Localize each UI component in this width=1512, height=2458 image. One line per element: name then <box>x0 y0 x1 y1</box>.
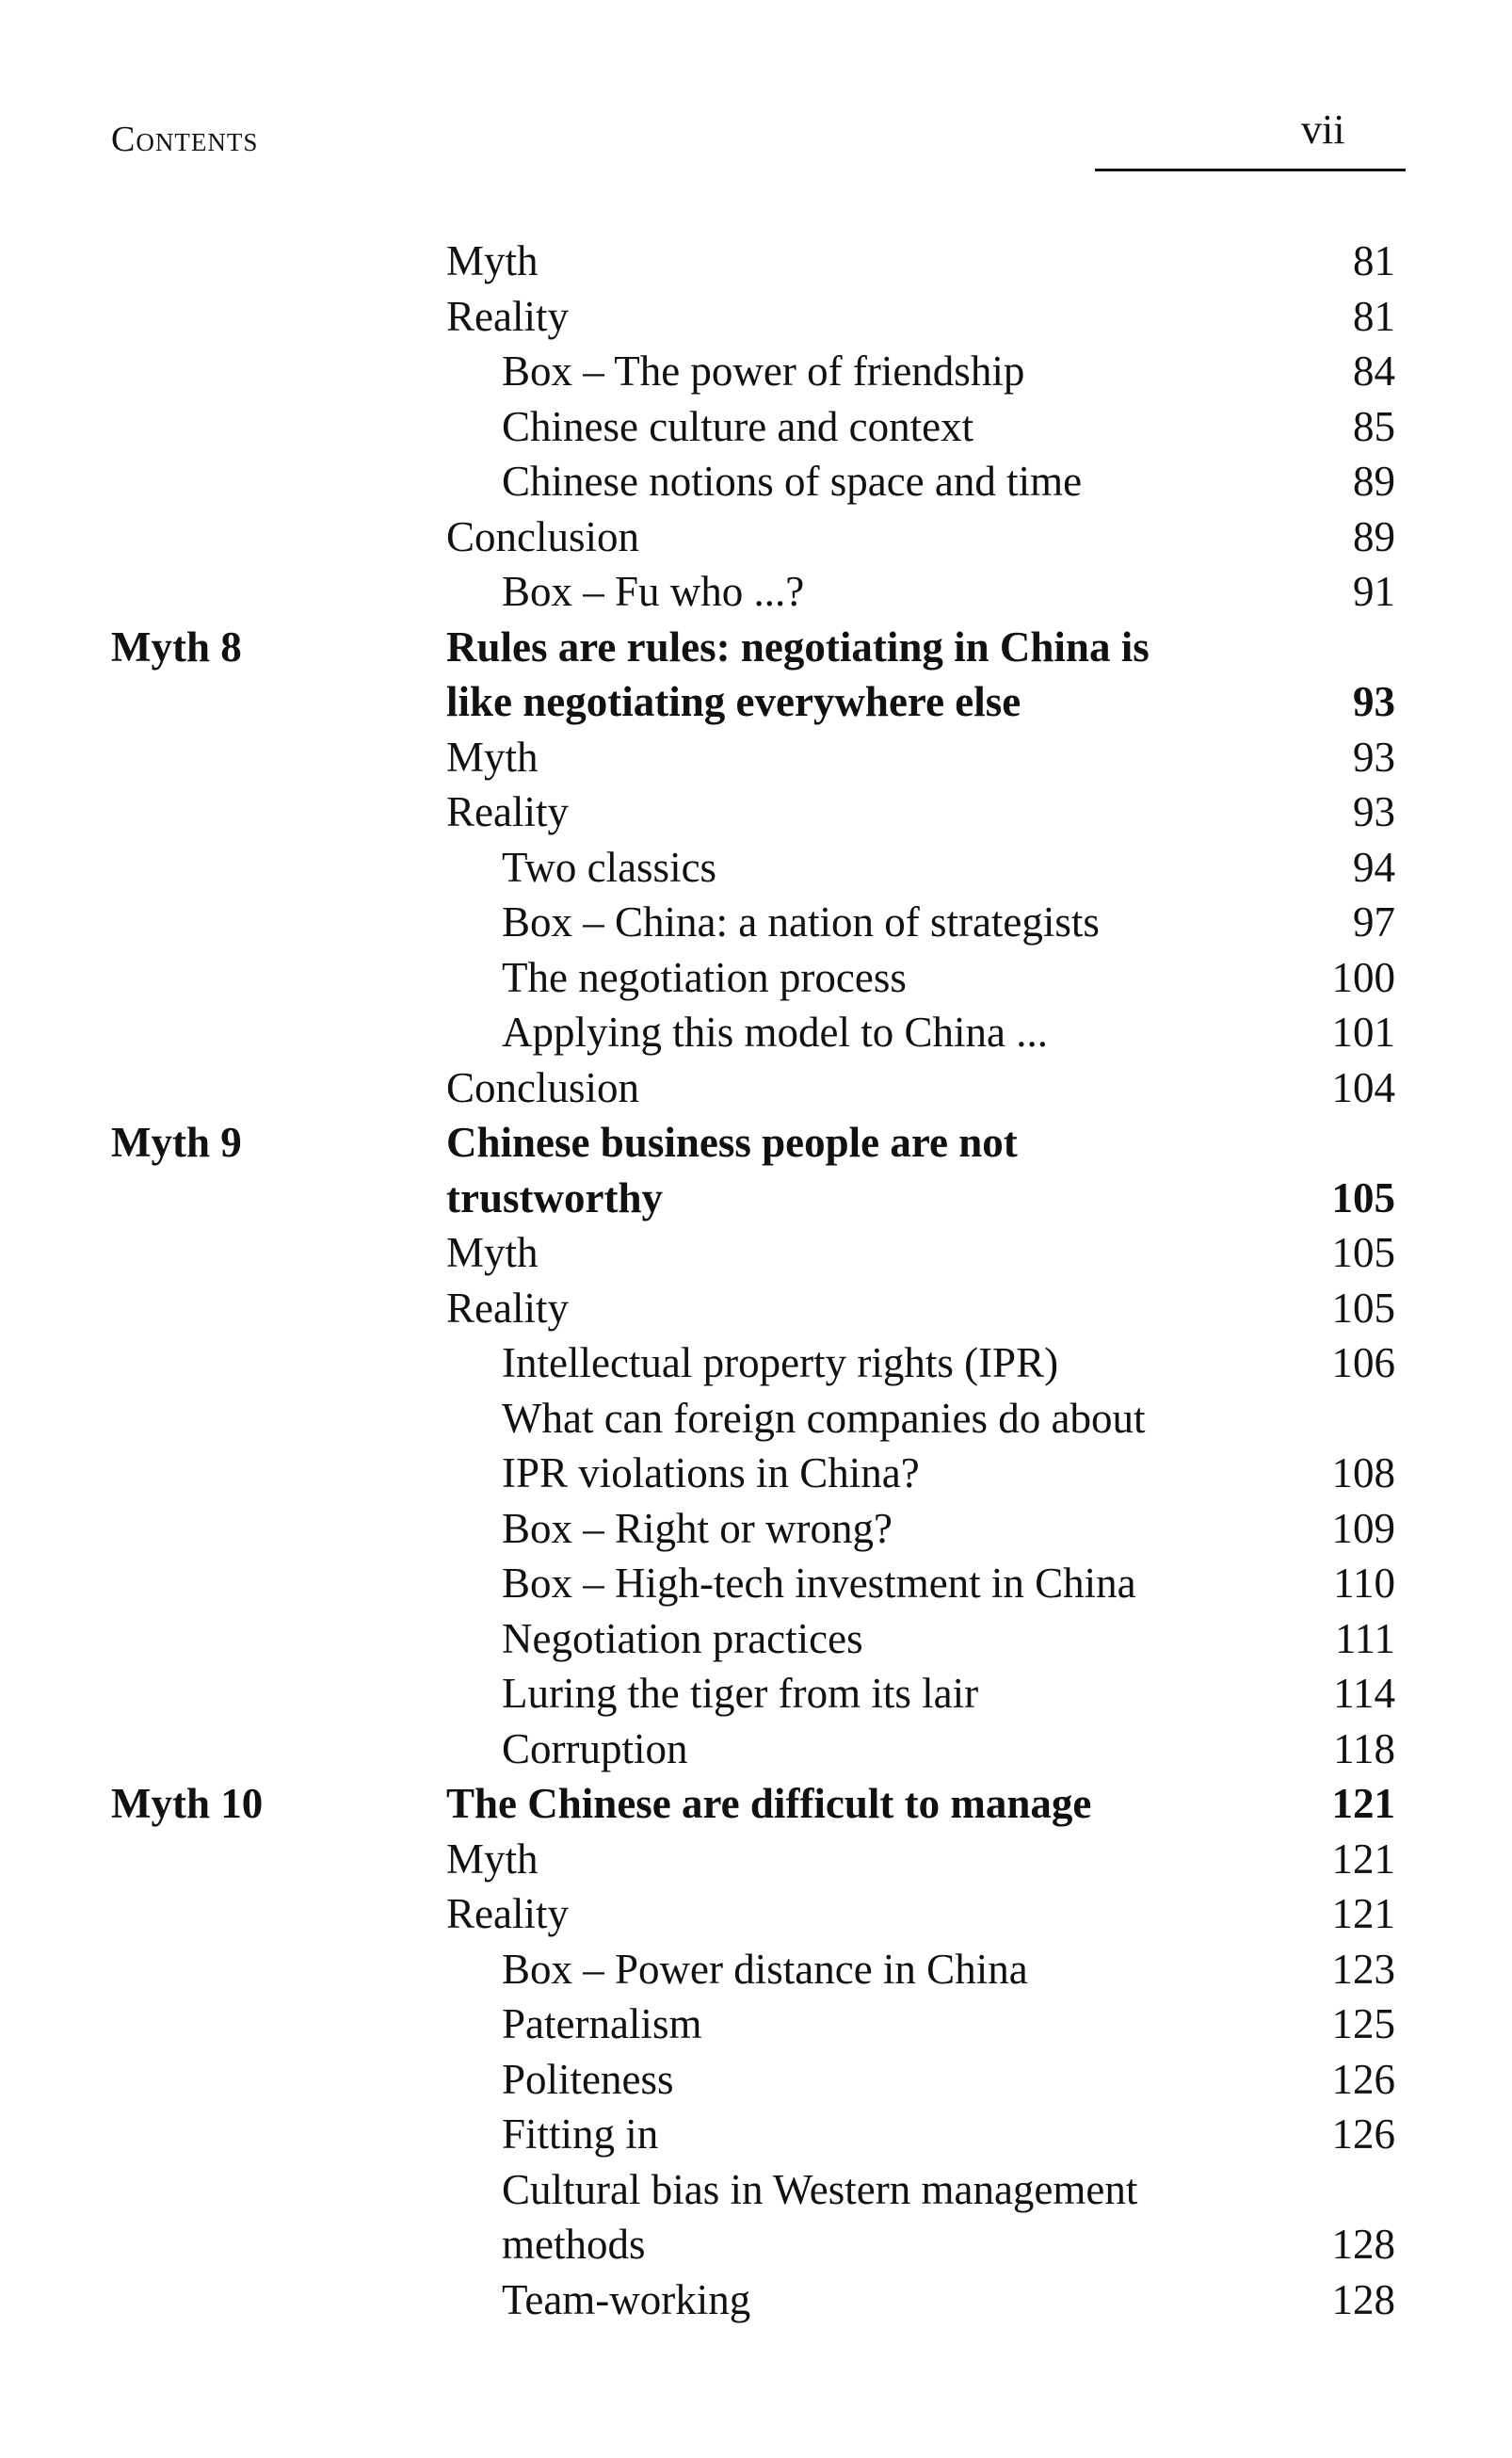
toc-entry-title: like negotiating everywhere else <box>446 678 1021 725</box>
running-head: Contents <box>111 120 259 159</box>
header-rule <box>1095 169 1406 171</box>
toc-entry <box>0 2107 1512 2162</box>
toc-page-number: 100 <box>1331 953 1395 1001</box>
toc-entry <box>0 1225 1512 1281</box>
toc-entry-title: Paternalism <box>502 2000 702 2047</box>
toc-entry <box>0 1391 1512 1447</box>
toc-entry <box>0 1556 1512 1611</box>
toc-page-number: 91 <box>1353 568 1395 615</box>
toc-page-number: 128 <box>1331 2221 1395 2268</box>
table-of-contents <box>0 234 1512 2327</box>
toc-entry-title: Box – Power distance in China <box>502 1945 1028 1993</box>
toc-entry-title: Box – Right or wrong? <box>502 1504 893 1552</box>
toc-entry <box>0 509 1512 565</box>
toc-entry-title: What can foreign companies do about <box>502 1394 1146 1442</box>
toc-entry-title: The Chinese are difficult to manage <box>446 1780 1092 1827</box>
toc-page-number: 101 <box>1331 1009 1395 1056</box>
toc-entry-title: Cultural bias in Western management <box>502 2165 1138 2213</box>
toc-entry-title: Luring the tiger from its lair <box>502 1670 979 1717</box>
toc-entry-title: Negotiation practices <box>502 1614 863 1662</box>
toc-entry <box>0 840 1512 896</box>
toc-page-number: 93 <box>1353 733 1395 781</box>
toc-entry-title: Box – The power of friendship <box>502 348 1025 395</box>
toc-entry-title: Myth <box>446 237 539 284</box>
toc-entry-title: Box – High-tech investment in China <box>502 1560 1136 1607</box>
toc-entry <box>0 399 1512 455</box>
toc-entry-title: The negotiation process <box>502 953 907 1001</box>
toc-entry <box>0 454 1512 509</box>
toc-entry <box>0 564 1512 620</box>
toc-entry-title: Rules are rules: negotiating in China is <box>446 623 1150 671</box>
toc-page-number: 93 <box>1353 788 1395 835</box>
toc-entry-title: Reality <box>446 788 569 835</box>
toc-entry <box>0 2162 1512 2218</box>
toc-entry <box>0 620 1512 675</box>
toc-entry <box>0 1281 1512 1336</box>
toc-page-number: 126 <box>1331 2110 1395 2158</box>
toc-page-number: 106 <box>1331 1339 1395 1386</box>
toc-page-number: 114 <box>1333 1670 1395 1717</box>
toc-entry <box>0 2217 1512 2272</box>
toc-entry-title: Intellectual property rights (IPR) <box>502 1339 1059 1386</box>
toc-entry <box>0 1611 1512 1667</box>
toc-entry <box>0 950 1512 1006</box>
toc-entry <box>0 895 1512 950</box>
toc-page-number: 123 <box>1331 1945 1395 1993</box>
toc-entry-title: Chinese business people are not <box>446 1119 1018 1166</box>
toc-page-number: 111 <box>1334 1614 1395 1662</box>
toc-entry <box>0 1005 1512 1060</box>
toc-entry-title: Reality <box>446 1284 569 1332</box>
toc-chapter-label: Myth 9 <box>111 1119 242 1166</box>
toc-page-number: 125 <box>1331 2000 1395 2047</box>
toc-page-number: 81 <box>1353 237 1395 284</box>
toc-page-number: 118 <box>1333 1724 1395 1772</box>
toc-entry <box>0 1171 1512 1226</box>
toc-entry-title: Box – Fu who ...? <box>502 568 805 615</box>
toc-entry-title: Team-working <box>502 2275 751 2323</box>
toc-entry-title: Myth <box>446 733 539 781</box>
toc-entry-title: Box – China: a nation of strategists <box>502 898 1100 946</box>
toc-entry-title: Corruption <box>502 1724 688 1772</box>
toc-entry-title: Chinese notions of space and time <box>502 458 1083 505</box>
toc-entry-title: IPR violations in China? <box>502 1449 920 1496</box>
toc-entry <box>0 2052 1512 2108</box>
toc-entry-title: Politeness <box>502 2055 674 2103</box>
toc-entry <box>0 1446 1512 1501</box>
toc-page-number: 94 <box>1353 843 1395 891</box>
toc-page-number: 105 <box>1331 1284 1395 1332</box>
toc-chapter-label: Myth 10 <box>111 1780 264 1827</box>
toc-page-number: 93 <box>1353 678 1395 725</box>
toc-page-number: 126 <box>1331 2055 1395 2103</box>
toc-entry <box>0 234 1512 289</box>
toc-entry-title: Myth <box>446 1229 539 1276</box>
toc-entry-title: trustworthy <box>446 1173 663 1221</box>
toc-page-number: 110 <box>1333 1560 1395 1607</box>
toc-entry-title: Fitting in <box>502 2110 659 2158</box>
toc-entry <box>0 730 1512 785</box>
toc-entry <box>0 1115 1512 1171</box>
toc-entry-title: Myth <box>446 1835 539 1883</box>
toc-entry <box>0 289 1512 345</box>
toc-entry-title: Reality <box>446 292 569 340</box>
toc-entry <box>0 1776 1512 1832</box>
toc-entry <box>0 1501 1512 1557</box>
toc-page-number: 89 <box>1353 458 1395 505</box>
toc-page-number: 121 <box>1331 1780 1395 1827</box>
toc-entry <box>0 344 1512 399</box>
toc-entry <box>0 2272 1512 2328</box>
toc-entry-title: Chinese culture and context <box>502 402 974 450</box>
toc-entry-title: Reality <box>446 1890 569 1937</box>
page-number: vii <box>1301 106 1345 153</box>
toc-page-number: 105 <box>1331 1173 1395 1221</box>
toc-entry-title: methods <box>502 2221 646 2268</box>
toc-page-number: 97 <box>1353 898 1395 946</box>
toc-page-number: 108 <box>1331 1449 1395 1496</box>
toc-entry <box>0 1335 1512 1391</box>
toc-entry-title: Two classics <box>502 843 717 891</box>
toc-entry-title: Conclusion <box>446 1063 640 1111</box>
toc-entry <box>0 1060 1512 1116</box>
toc-entry-title: Conclusion <box>446 512 640 560</box>
toc-page-number: 81 <box>1353 292 1395 340</box>
toc-entry <box>0 1666 1512 1722</box>
toc-page-number: 104 <box>1331 1063 1395 1111</box>
toc-page-number: 85 <box>1353 402 1395 450</box>
toc-entry-title: Applying this model to China ... <box>502 1009 1048 1056</box>
toc-entry <box>0 1942 1512 1997</box>
toc-page-number: 128 <box>1331 2275 1395 2323</box>
toc-page-number: 105 <box>1331 1229 1395 1276</box>
toc-entry <box>0 1832 1512 1887</box>
toc-page-number: 89 <box>1353 512 1395 560</box>
toc-entry <box>0 784 1512 840</box>
toc-chapter-label: Myth 8 <box>111 623 242 671</box>
toc-entry <box>0 1997 1512 2052</box>
toc-page-number: 109 <box>1331 1504 1395 1552</box>
toc-entry <box>0 1886 1512 1942</box>
toc-entry <box>0 1722 1512 1777</box>
toc-entry <box>0 674 1512 730</box>
toc-page-number: 84 <box>1353 348 1395 395</box>
toc-page-number: 121 <box>1331 1890 1395 1937</box>
toc-page-number: 121 <box>1331 1835 1395 1883</box>
